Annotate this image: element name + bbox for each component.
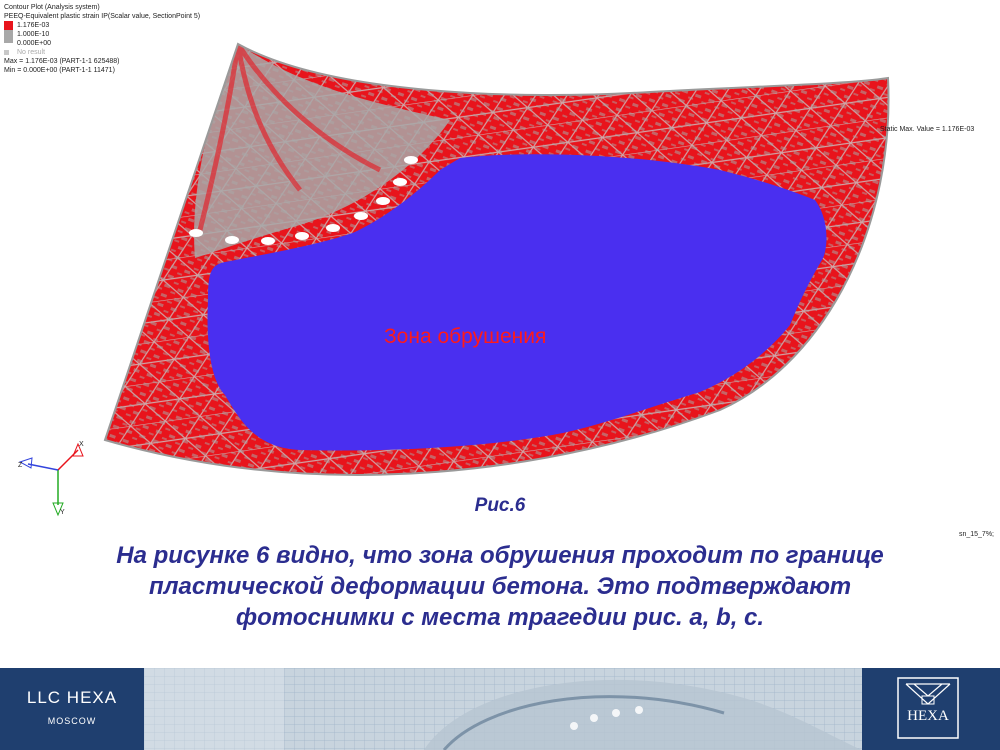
body-line-3: фотоснимки с места трагедии рис. а, b, с. [235, 604, 765, 631]
legend-min: Min = 0.000E+00 (PART-1-1 11471) [4, 67, 115, 74]
body-text [30, 540, 970, 633]
legend-subtitle: PEEQ-Equivalent plastic strain IP(Scalar value, SectionPoint 5) [4, 13, 201, 20]
legend-max: Max = 1.176E-03 (PART-1-1 625488) [4, 58, 120, 65]
figure-caption: Рис.6 [474, 495, 526, 516]
footer-mesh-image [144, 668, 862, 750]
company-city: MOSCOW [47, 716, 97, 726]
collapse-zone-label: Зона обрушения [384, 325, 547, 348]
axis-y-label: Y [60, 509, 65, 516]
slide-number: sn_15_7%; [958, 531, 994, 538]
footer-bar [0, 668, 1000, 750]
company-name: LLC HEXA [26, 688, 118, 707]
logo-text: HEXA [907, 708, 949, 724]
body-line-2: пластической деформации бетона. Это подтверждают [148, 573, 852, 600]
legend-level-max: 1.176E-03 [4, 21, 200, 30]
legend-level-no-result: No result [4, 48, 200, 57]
legend-level-mid: 1.000E-10 [4, 30, 200, 39]
legend-level-min: 0.000E+00 [4, 39, 200, 48]
axis-z-label: Z [18, 462, 23, 469]
legend-title: Contour Plot (Analysis system) [4, 4, 100, 11]
axis-x-label: X [79, 441, 84, 448]
static-max-value: Static Max. Value = 1.176E-03 [880, 126, 975, 133]
body-line-1: На рисунке 6 видно, что зона обрушения проходит по границе [116, 542, 884, 569]
